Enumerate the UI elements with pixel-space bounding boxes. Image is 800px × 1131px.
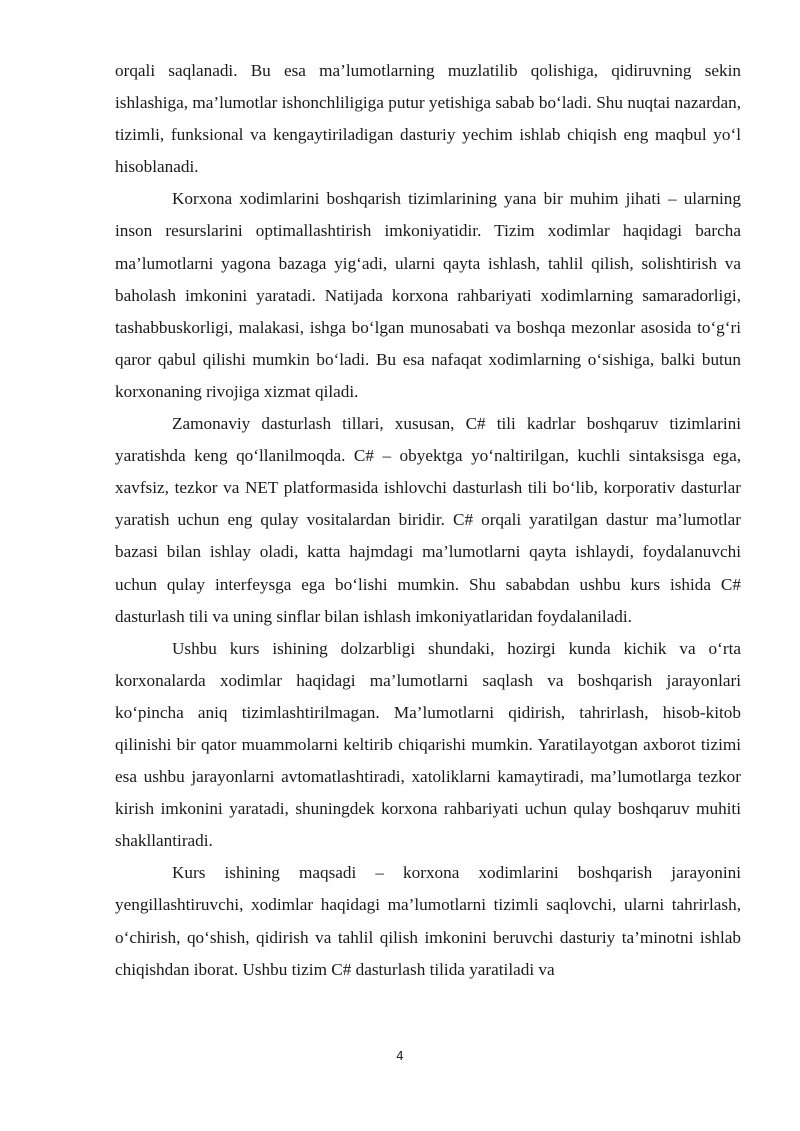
paragraph-hr-optimization: Korxona xodimlarini boshqarish tizimlarining yana bir muhim jihati – ularning inson resurslarini optimallashtirish imkoniyatidir. Tizim xodimlar haqidagi barcha ma’lumotlarni yagona bazaga yig‘adi, ularni qayta ishlash, tahlil qilish, solishtirish va baholash imkonini yaratadi. Natijada korxona rahbariyati xodimlarning samaradorligi, tashabbuskorligi, malakasi, ishga bo‘lgan munosabati va boshqa mezonlar asosida to‘g‘ri qaror qabul qilishi mumkin bo‘ladi. Bu esa nafaqat xodimlarning o‘sishiga, balki butun korxonaning rivojiga xizmat qiladi.	[115, 189, 741, 401]
paragraph-relevance: Ushbu kurs ishining dolzarbligi shundaki, hozirgi kunda kichik va o‘rta korxonalarda xodimlar haqidagi ma’lumotlarni saqlash va boshqarish jarayonlari ko‘pincha aniq tizimlashtirilmagan. Ma’lumotlarni qidirish, tahrirlash, hisob-kitob qilinishi bir qator muammolarni keltirib chiqarishi mumkin. Yaratilayotgan axborot tizimi esa ushbu jarayonlarni avtomatlashtiradi, xatoliklarni kamaytiradi, ma’lumotlarga tezkor kirish imkonini yaratadi, shuningdek korxona rahbariyati uchun qulay boshqaruv muhiti shakllantiradi.	[115, 638, 741, 851]
document-page	[115, 55, 741, 986]
paragraph-goal: Kurs ishining maqsadi – korxona xodimlarini boshqarish jarayonini yengillashtiruvchi, xodimlar haqidagi ma’lumotlarni tizimli saqlovchi, ularni tahrirlash, o‘chirish, qo‘shish, qidirish va tahlil qilish imkonini beruvchi dasturiy ta’minotni ishlab chiqishdan iborat. Ushbu tizim C# dasturlash tilida yaratiladi va	[115, 863, 741, 979]
page-number: 4	[396, 1049, 404, 1063]
paragraph-continuation: orqali saqlanadi. Bu esa ma’lumotlarning muzlatilib qolishiga, qidiruvning sekin ishlashiga, ma’lumotlar ishonchliligiga putur yetishiga sabab bo‘ladi. Shu nuqtai nazardan, tizimli, funksional va kengaytiriladigan dasturiy yechim ishlab chiqish eng maqbul yo‘l hisoblanadi.	[115, 61, 741, 177]
paragraph-csharp-language: Zamonaviy dasturlash tillari, xususan, C# tili kadrlar boshqaruv tizimlarini yaratishda keng qo‘llanilmoqda. C# – obyektga yo‘naltirilgan, kuchli sintaksisga ega, xavfsiz, tezkor va NET platformasida ishlovchi dasturlash tili bo‘lib, korporativ dasturlar yaratish uchun eng qulay vositalardan biridir. C# orqali yaratilgan dastur ma’lumotlar bazasi bilan ishlay oladi, katta hajmdagi ma’lumotlarni qayta ishlaydi, foydalanuvchi uchun qulay interfeysga ega bo‘lishi mumkin. Shu sababdan ushbu kurs ishida C# dasturlash tili va uning sinflar bilan ishlash imkoniyatlaridan foydalaniladi.	[115, 414, 741, 626]
